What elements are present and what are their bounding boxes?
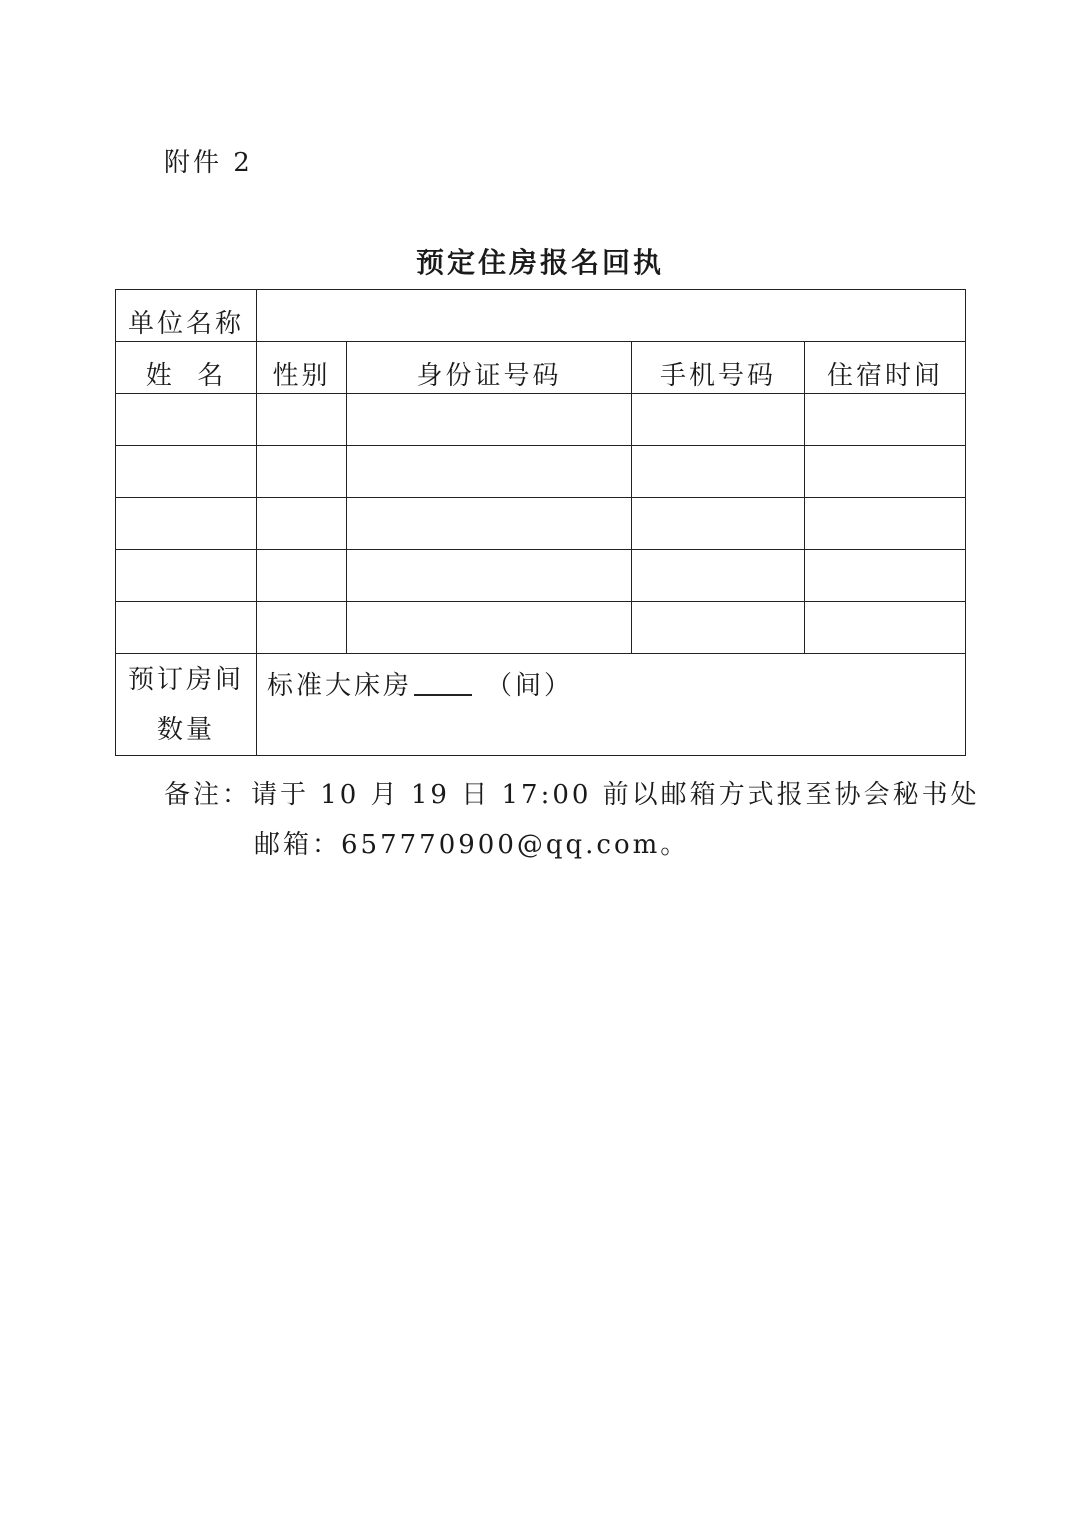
id-number-cell[interactable] bbox=[347, 550, 632, 602]
table-row bbox=[116, 446, 966, 498]
table-row bbox=[116, 550, 966, 602]
gender-cell[interactable] bbox=[257, 602, 347, 654]
room-count-row bbox=[116, 654, 966, 756]
table-row bbox=[116, 498, 966, 550]
name-cell[interactable] bbox=[116, 498, 257, 550]
name-cell[interactable] bbox=[116, 446, 257, 498]
remark-text: 备注：请于 10 月 19 日 17:00 前以邮箱方式报至协会秘书处 bbox=[164, 780, 980, 810]
attachment-label: 附件 2 bbox=[164, 148, 253, 178]
room-type-label: 标准大床房 bbox=[267, 671, 413, 701]
column-header-phone: 手机号码 bbox=[632, 342, 805, 394]
registration-table bbox=[115, 289, 966, 756]
room-count-label-line1: 预订房间 bbox=[127, 664, 244, 695]
room-count-label bbox=[116, 654, 257, 756]
gender-cell[interactable] bbox=[257, 394, 347, 446]
unit-row bbox=[116, 290, 966, 342]
column-header-id-number: 身份证号码 bbox=[347, 342, 632, 394]
id-number-cell[interactable] bbox=[347, 602, 632, 654]
column-header-stay-dates: 住宿时间 bbox=[805, 342, 966, 394]
form-title: 预定住房报名回执 bbox=[415, 246, 664, 279]
room-count-label-line2: 数量 bbox=[156, 714, 215, 745]
column-header-gender: 性别 bbox=[257, 342, 347, 394]
gender-cell[interactable] bbox=[257, 446, 347, 498]
name-cell[interactable] bbox=[116, 550, 257, 602]
name-cell[interactable] bbox=[116, 602, 257, 654]
room-unit-label: （间） bbox=[486, 671, 574, 701]
phone-cell[interactable] bbox=[632, 446, 805, 498]
column-header-name: 姓 名 bbox=[116, 342, 257, 394]
room-count-blank[interactable] bbox=[414, 668, 472, 696]
phone-cell[interactable] bbox=[632, 602, 805, 654]
name-cell[interactable] bbox=[116, 394, 257, 446]
unit-name-field[interactable] bbox=[257, 290, 966, 342]
table-row bbox=[116, 394, 966, 446]
phone-cell[interactable] bbox=[632, 394, 805, 446]
phone-cell[interactable] bbox=[632, 498, 805, 550]
id-number-cell[interactable] bbox=[347, 498, 632, 550]
id-number-cell[interactable] bbox=[347, 394, 632, 446]
stay-dates-cell[interactable] bbox=[805, 498, 966, 550]
unit-name-label: 单位名称 bbox=[116, 290, 257, 342]
stay-dates-cell[interactable] bbox=[805, 550, 966, 602]
gender-cell[interactable] bbox=[257, 498, 347, 550]
stay-dates-cell[interactable] bbox=[805, 446, 966, 498]
table-row bbox=[116, 602, 966, 654]
gender-cell[interactable] bbox=[257, 550, 347, 602]
stay-dates-cell[interactable] bbox=[805, 394, 966, 446]
stay-dates-cell[interactable] bbox=[805, 602, 966, 654]
room-count-field bbox=[257, 654, 966, 756]
id-number-cell[interactable] bbox=[347, 446, 632, 498]
email-text: 邮箱：657770900@qq.com。 bbox=[254, 830, 690, 860]
phone-cell[interactable] bbox=[632, 550, 805, 602]
notes-section bbox=[164, 770, 980, 870]
header-row bbox=[116, 342, 966, 394]
